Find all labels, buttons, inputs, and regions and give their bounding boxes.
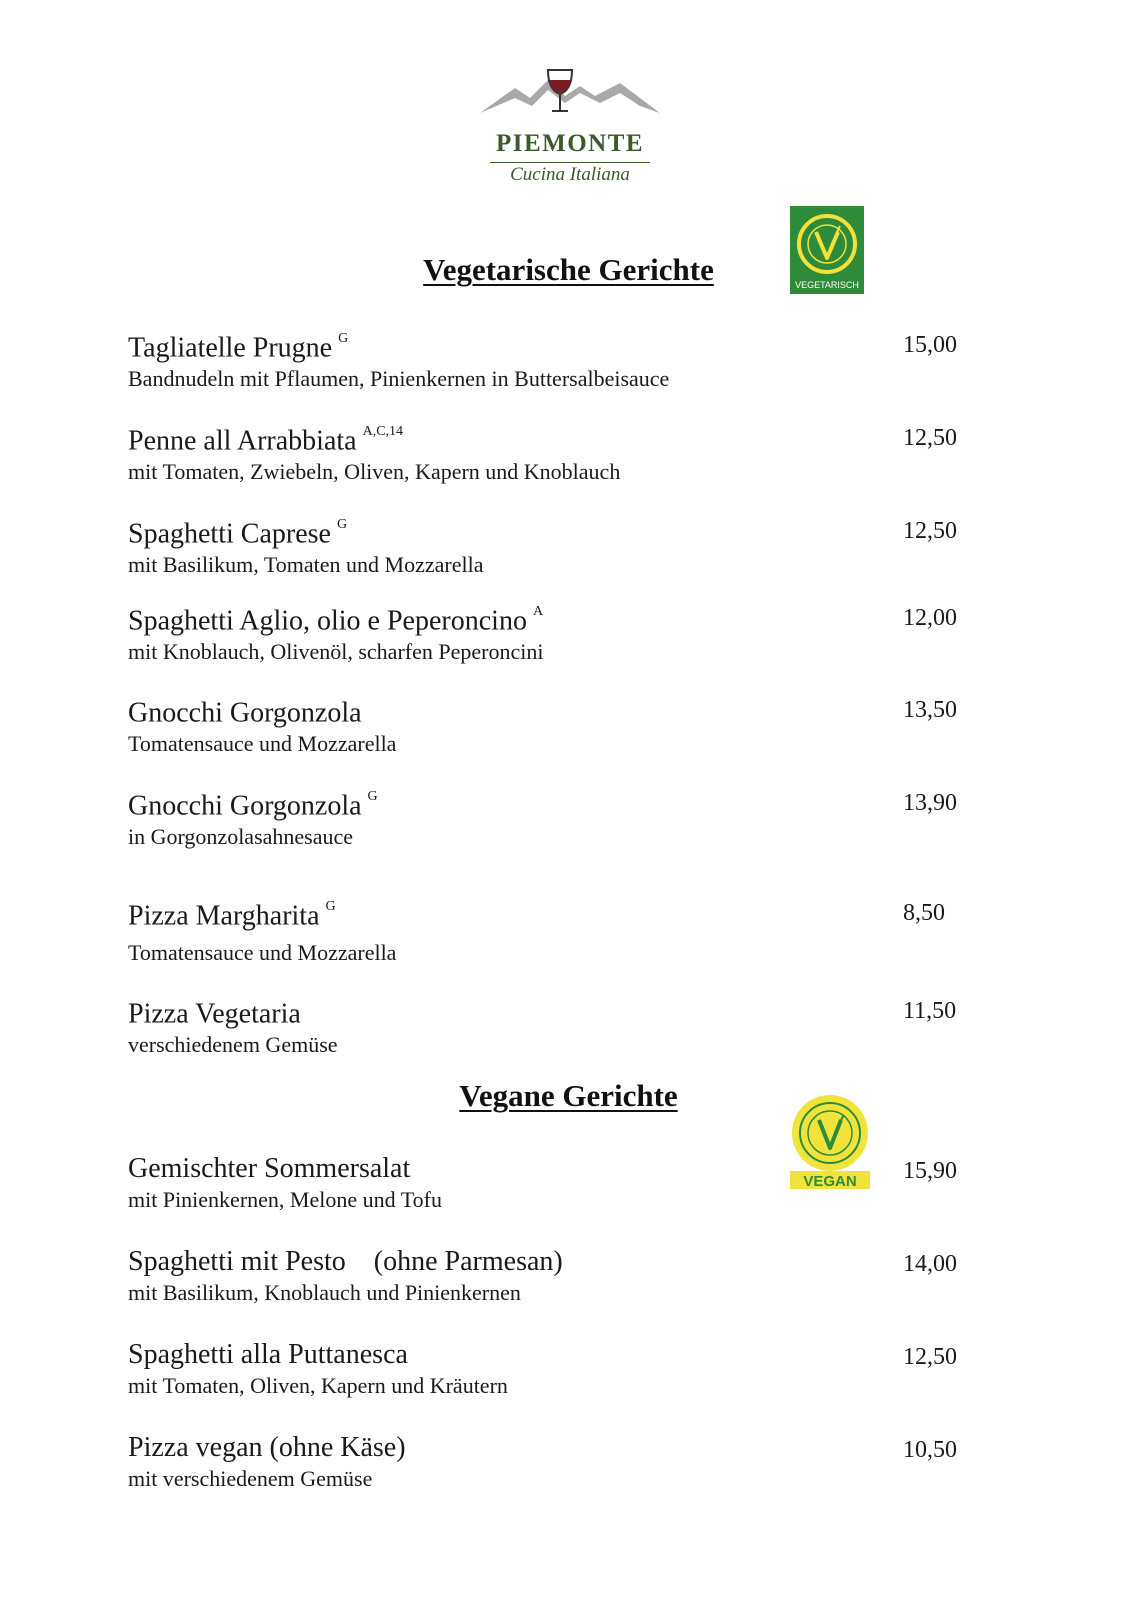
allergen-codes: G: [367, 789, 378, 804]
item-price: 13,50: [903, 697, 957, 723]
menu-item: [128, 512, 968, 579]
item-name: Spaghetti Caprese: [128, 518, 331, 550]
allergen-codes: A,C,14: [362, 424, 404, 439]
mountain-wine-glass-icon: [470, 58, 670, 128]
badge-label-vegetarisch: VEGETARISCH: [795, 280, 859, 290]
brand-name: PIEMONTE: [495, 130, 645, 157]
item-description: mit Basilikum, Tomaten und Mozzarella: [128, 552, 484, 578]
item-name: Pizza Margharita: [128, 900, 320, 932]
allergen-codes: G: [338, 331, 349, 346]
item-price: 10,50: [903, 1437, 957, 1463]
item-description: Tomatensauce und Mozzarella: [128, 731, 397, 757]
item-price: 13,90: [903, 790, 957, 816]
item-description: mit verschiedenem Gemüse: [128, 1466, 373, 1491]
item-description: verschiedenem Gemüse: [128, 1032, 338, 1058]
badge-label-vegan: VEGAN: [803, 1173, 857, 1189]
item-price: 14,00: [903, 1251, 957, 1277]
section-title-vegetarian: Vegetarische Gerichte: [423, 252, 714, 287]
item-description: mit Knoblauch, Olivenöl, scharfen Peperoncini: [128, 639, 544, 665]
section-title-vegan: Vegane Gerichte: [459, 1078, 678, 1113]
item-name: Pizza vegan (ohne Käse): [128, 1432, 406, 1463]
menu-item: [128, 992, 968, 1059]
brand-divider: [490, 162, 650, 163]
item-description: mit Basilikum, Knoblauch und Pinienkernen: [128, 1280, 521, 1305]
item-name: Penne all Arrabbiata: [128, 425, 357, 457]
item-name: Tagliatelle Prugne: [128, 332, 333, 364]
restaurant-logo: [470, 58, 670, 188]
item-price: 12,50: [903, 518, 957, 544]
menu-item: [128, 784, 968, 851]
item-name: Spaghetti mit Pesto (ohne Parmesan): [128, 1246, 563, 1277]
item-price: 12,50: [903, 1344, 957, 1370]
menu-item: [128, 1152, 968, 1214]
menu-item: [128, 894, 968, 967]
item-price: 15,00: [903, 332, 957, 358]
v-label-vegetarian-badge-icon: [790, 206, 864, 294]
menu-item: [128, 691, 968, 758]
brand-tagline: Cucina Italiana: [510, 164, 630, 185]
allergen-codes: A: [532, 604, 544, 619]
item-description: Tomatensauce und Mozzarella: [128, 940, 397, 966]
allergen-codes: G: [325, 899, 336, 914]
item-name: Spaghetti alla Puttanesca: [128, 1339, 408, 1370]
menu-item: [128, 326, 968, 393]
item-price: 15,90: [903, 1158, 957, 1184]
item-description: mit Pinienkernen, Melone und Tofu: [128, 1187, 442, 1212]
item-description: in Gorgonzolasahnesauce: [128, 824, 354, 850]
item-name: Gnocchi Gorgonzola: [128, 697, 362, 729]
menu-item: [128, 1431, 968, 1493]
menu-item: [128, 1245, 968, 1307]
allergen-codes: G: [336, 517, 348, 532]
item-name: Gnocchi Gorgonzola: [128, 790, 362, 822]
item-price: 8,50: [903, 900, 945, 926]
item-description: mit Tomaten, Oliven, Kapern und Kräutern: [128, 1373, 508, 1398]
item-name: Gemischter Sommersalat: [128, 1153, 411, 1184]
item-name: Pizza Vegetaria: [128, 998, 301, 1030]
menu-item: [128, 599, 968, 666]
menu-item: [128, 1338, 968, 1400]
menu-item: [128, 419, 968, 486]
item-description: Bandnudeln mit Pflaumen, Pinienkernen in Buttersalbeisauce: [128, 366, 670, 392]
item-price: 12,50: [903, 425, 957, 451]
item-description: mit Tomaten, Zwiebeln, Oliven, Kapern und Knoblauch: [128, 459, 621, 485]
item-price: 12,00: [903, 605, 957, 631]
item-name: Spaghetti Aglio, olio e Peperoncino: [128, 605, 527, 637]
item-price: 11,50: [903, 998, 957, 1024]
